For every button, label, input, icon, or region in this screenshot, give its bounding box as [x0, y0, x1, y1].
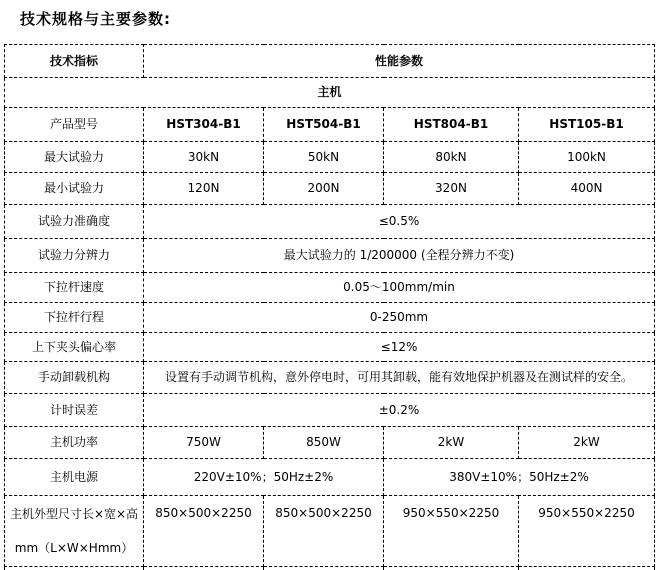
row-label: 主机功率 [5, 427, 144, 459]
eccentricity-value-cell: ≤12% [144, 333, 655, 362]
row-label: 主机外型尺寸长×宽×高 mm（L×W×Hmm） [5, 496, 144, 567]
power-cell-1: 750W [144, 427, 264, 459]
row-manual-unload [5, 362, 655, 394]
row-supply [5, 459, 655, 496]
row-power [5, 427, 655, 459]
max-force-cell-4: 100kN [519, 142, 655, 173]
dimensions-cell-2: 850×500×2250 [264, 496, 384, 567]
row-label: 上下夹头偏心率 [5, 333, 144, 362]
row-label: 主机电源 [5, 459, 144, 496]
power-cell-3: 2kW [384, 427, 519, 459]
power-cell-2: 850W [264, 427, 384, 459]
row-label: 下拉杆行程 [5, 303, 144, 333]
timing-error-value-cell: ±0.2% [144, 394, 655, 427]
row-min-force [5, 173, 655, 205]
row-header [5, 45, 655, 78]
max-force-cell-1: 30kN [144, 142, 264, 173]
power-cell-4: 2kW [519, 427, 655, 459]
dimensions-cell-4: 950×550×2250 [519, 496, 655, 567]
min-force-cell-4: 400N [519, 173, 655, 205]
row-label: 试验力准确度 [5, 205, 144, 239]
row-eccentricity [5, 333, 655, 362]
header-performance-cell: 性能参数 [144, 45, 655, 78]
rod-speed-value-cell: 0.05～100mm/min [144, 273, 655, 303]
spec-table-container [4, 44, 656, 570]
row-label: 产品型号 [5, 108, 144, 142]
model-cell-4: HST105-B1 [519, 108, 655, 142]
section-mainframe-cell: 主机 [5, 78, 655, 108]
max-force-cell-2: 50kN [264, 142, 384, 173]
row-label: 手动卸载机构 [5, 362, 144, 394]
spec-table [4, 44, 655, 570]
row-max-force [5, 142, 655, 173]
row-label: 下拉杆速度 [5, 273, 144, 303]
row-section-mainframe [5, 78, 655, 108]
row-label: 最大试验力 [5, 142, 144, 173]
row-dimensions [5, 496, 655, 567]
max-force-cell-3: 80kN [384, 142, 519, 173]
model-cell-3: HST804-B1 [384, 108, 519, 142]
model-cell-2: HST504-B1 [264, 108, 384, 142]
header-indicator-cell: 技术指标 [5, 45, 144, 78]
dimensions-cell-3: 950×550×2250 [384, 496, 519, 567]
min-force-cell-1: 120N [144, 173, 264, 205]
row-rod-travel [5, 303, 655, 333]
row-label: 计时误差 [5, 394, 144, 427]
row-rod-speed [5, 273, 655, 303]
manual-unload-value-cell: 设置有手动调节机构，意外停电时，可用其卸载，能有效地保护机器及在测试样的安全。 [144, 362, 655, 394]
resolution-value-cell: 最大试验力的 1/200000 (全程分辨力不变) [144, 239, 655, 273]
supply-cell-220v: 220V±10%；50Hz±2% [144, 459, 384, 496]
model-cell-1: HST304-B1 [144, 108, 264, 142]
dimensions-cell-1: 850×500×2250 [144, 496, 264, 567]
row-resolution [5, 239, 655, 273]
supply-cell-380v: 380V±10%；50Hz±2% [384, 459, 655, 496]
row-timing-error [5, 394, 655, 427]
page-title: 技术规格与主要参数: [20, 10, 171, 28]
rod-travel-value-cell: 0-250mm [144, 303, 655, 333]
row-label: 最小试验力 [5, 173, 144, 205]
accuracy-value-cell: ≤0.5% [144, 205, 655, 239]
row-accuracy [5, 205, 655, 239]
row-model [5, 108, 655, 142]
min-force-cell-3: 320N [384, 173, 519, 205]
min-force-cell-2: 200N [264, 173, 384, 205]
row-label: 试验力分辨力 [5, 239, 144, 273]
